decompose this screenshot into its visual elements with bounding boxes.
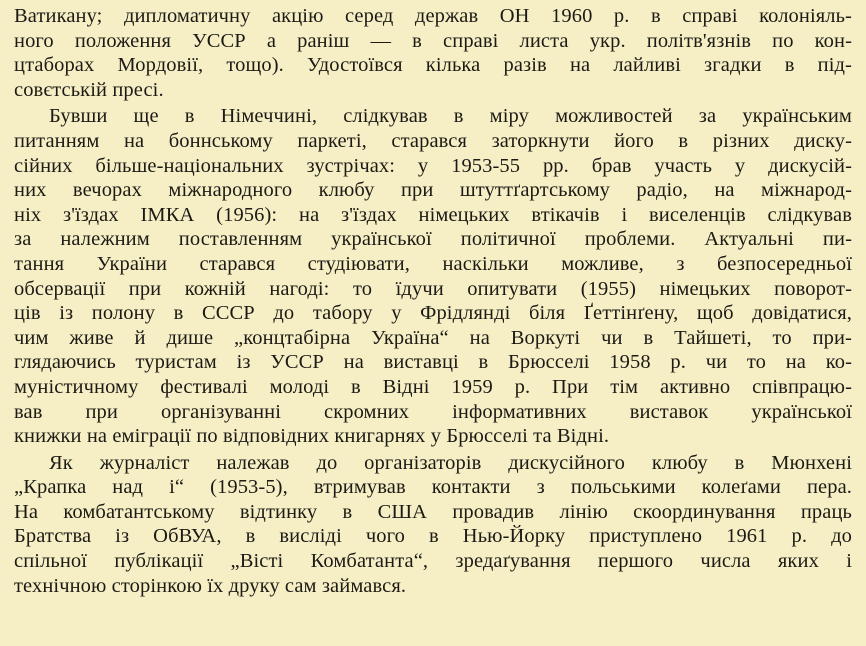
paragraph-1 (14, 4, 852, 102)
text-line: тання України старався студіювати, наскільки можливе, з безпосередньої (14, 252, 852, 275)
text-line: вав при організуванні скромних інформативних виставок української (14, 400, 852, 423)
text-line: На комбатантському відтинку в США провадив лінію скоординування праць (14, 500, 852, 523)
text-line: „Крапка над і“ (1953-5), втримував контакти з польськими колеґами пера. (14, 476, 852, 499)
text-line: совєтській пресі. (14, 78, 164, 101)
paragraph-3 (14, 451, 852, 599)
text-line: цтаборах Мордовії, тощо). Удостоївся кілька разів на лайливі згадки в під- (14, 54, 852, 77)
text-line: сійних більше-національних зустрічах: у 1953-55 рр. брав участь у дискусій- (14, 154, 852, 177)
text-line: ного положення УССР а раніш — в справі листа укр. політв'язнів по кон- (14, 29, 852, 52)
text-line: Як журналіст належав до організаторів дискусійного клюбу в Мюнхені (49, 451, 852, 474)
text-line: за належним поставленням української політичної проблеми. Актуальні пи- (14, 228, 852, 251)
text-line: ців із полону в СССР до табору у Фрідлянді біля Ґеттінґену, щоб довідатися, (14, 302, 852, 325)
text-line: книжки на еміграції по відповідних книгарнях у Брюсселі та Відні. (14, 425, 610, 448)
text-line: Ватикану; дипломатичну акцію серед держав ОН 1960 р. в справі колоніяль- (14, 5, 852, 27)
text-line: них вечорах міжнародного клюбу при штуттґартському радіо, на міжнарод- (14, 179, 852, 202)
text-line: спільної публікації „Вісті Комбатанта“, зредаґування першого числа яких і (14, 550, 852, 573)
text-line: ніх з'їздах ІМКА (1956): на з'їздах німецьких втікачів і виселенців слідкував (14, 203, 852, 226)
text-line: глядаючись туристам із УССР на виставці в Брюсселі 1958 р. чи то на ко- (14, 351, 852, 374)
paragraph-2 (14, 104, 852, 448)
text-line: Бувши ще в Німеччині, слідкував в міру можливостей за українським (49, 105, 852, 128)
text-line: обсервації при кожній нагоді: то їдучи опитувати (1955) німецьких поворот- (14, 277, 852, 300)
text-line: чим живе й дише „концтабірна Україна“ на Воркуті чи в Тайшеті, то при- (14, 326, 852, 349)
text-line: технічною сторінкою їх друку сам займався. (14, 574, 407, 597)
text-line: питанням на боннському паркеті, старався заторкнути його в різних диску- (14, 129, 852, 152)
text-line: муністичному фестивалі молоді в Відні 1959 р. При тім активно співпрацю- (14, 375, 852, 398)
text-line: Братства із ОбВУА, в висліді чого в Нью-Йорку приступлено 1961 р. до (14, 525, 852, 548)
